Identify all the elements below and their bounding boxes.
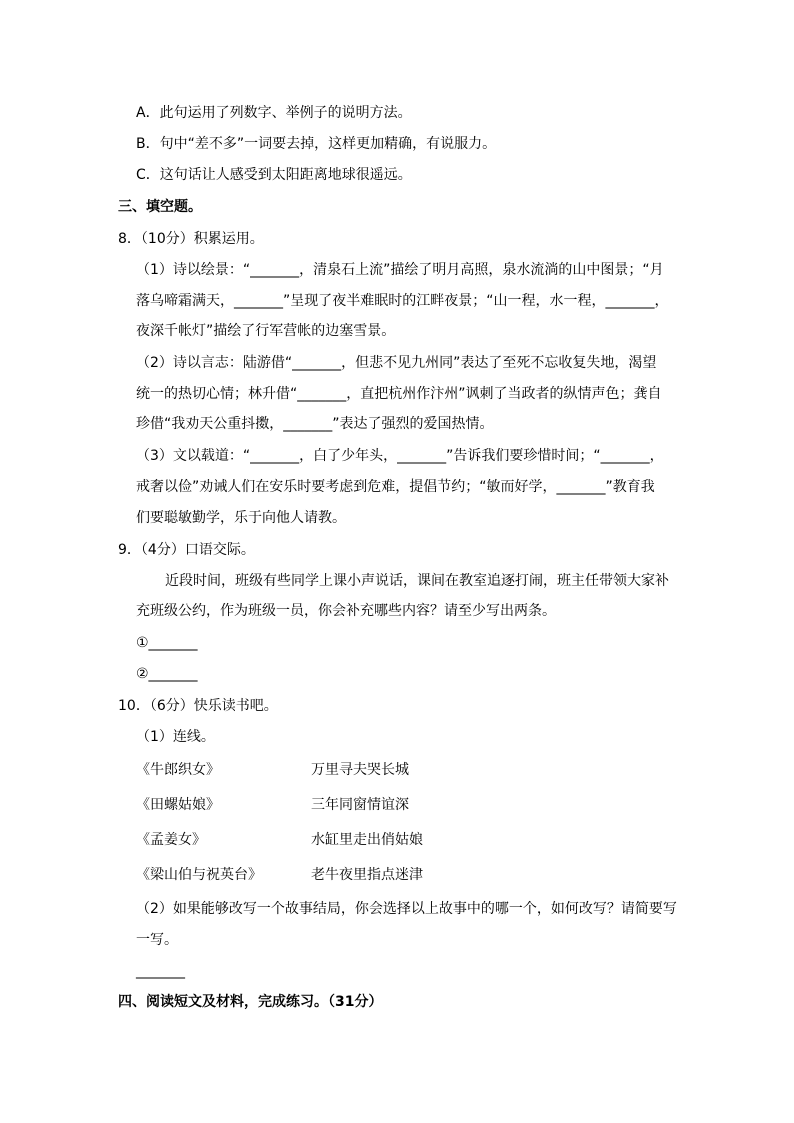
book-title: 《牛郎织女》 — [136, 762, 220, 778]
option-a: A．此句运用了列数字、举例子的说明方法。 — [136, 105, 412, 121]
q8-line: （1）诗以绘景：“_______，清泉石上流”描绘了明月高照，泉水流淌的山中图景；“月 — [136, 262, 664, 278]
q8-line: （3）文以载道：“_______，白了少年头，_______”告诉我们要珍惜时间；“_______， — [136, 448, 664, 464]
q9-answer-blank: ①_______ — [136, 635, 198, 651]
q8-title: 8．（10分）积累运用。 — [118, 231, 264, 247]
section3-title: 三、填空题。 — [118, 199, 202, 215]
q8-line: 统一的热切心情；林升借“_______，直把杭州作汴州”讽刺了当政者的纵情声色；龚自 — [136, 386, 662, 402]
q8-line: 夜深千帐灯”描绘了行军营帐的边塞雪景。 — [136, 323, 396, 339]
q10-sub1: （1）连线。 — [136, 729, 215, 745]
q9-answer-blank: ②_______ — [136, 666, 198, 682]
book-title: 《田螺姑娘》 — [136, 797, 220, 813]
q9-prompt-line: 近段时间，班级有些同学上课小声说话，课间在教室追逐打闹，班主任带领大家补 — [165, 573, 669, 589]
q8-line: 戒奢以俭”劝诫人们在安乐时要考虑到危难，提倡节约；“敏而好学，_______”教育我 — [136, 479, 655, 495]
q8-line: （2）诗以言志：陆游借“_______，但悲不见九州同”表达了至死不忘收复失地，渴望 — [136, 355, 657, 371]
plot-item: 万里寻夫哭长城 — [311, 762, 409, 778]
option-c: C．这句话让人感受到太阳距离地球很遥远。 — [136, 167, 412, 183]
q8-line: 们要聪敏勤学，乐于向他人请教。 — [136, 510, 346, 526]
plot-item: 水缸里走出俏姑娘 — [311, 832, 423, 848]
q10-title: 10．（6分）快乐读书吧。 — [118, 698, 278, 714]
book-title: 《孟姜女》 — [136, 832, 206, 848]
q9-title: 9．（4分）口语交际。 — [118, 542, 255, 558]
plot-item: 老牛夜里指点迷津 — [311, 867, 423, 883]
plot-item: 三年同窗情谊深 — [311, 797, 409, 813]
q10-sub2-line: （2）如果能够改写一个故事结局，你会选择以上故事中的哪一个，如何改写？请简要写 — [136, 901, 677, 917]
q8-line: 珍借“我劝天公重抖擞，_______”表达了强烈的爱国热情。 — [136, 416, 494, 432]
book-title: 《梁山伯与祝英台》 — [136, 867, 262, 883]
q8-line: 落乌啼霜满天，_______”呈现了夜半难眠时的江畔夜景；“山一程，水一程，_______， — [136, 293, 669, 309]
section4-title: 四、阅读短文及材料，完成练习。（31分） — [118, 994, 383, 1010]
option-b: B．句中“差不多”一词要去掉，这样更加精确，有说服力。 — [136, 136, 497, 152]
q10-sub2-line: 一写。 — [136, 932, 178, 948]
q10-answer-blank: _______ — [136, 963, 185, 979]
q9-prompt-line: 充班级公约，作为班级一员，你会补充哪些内容？请至少写出两条。 — [136, 603, 556, 619]
